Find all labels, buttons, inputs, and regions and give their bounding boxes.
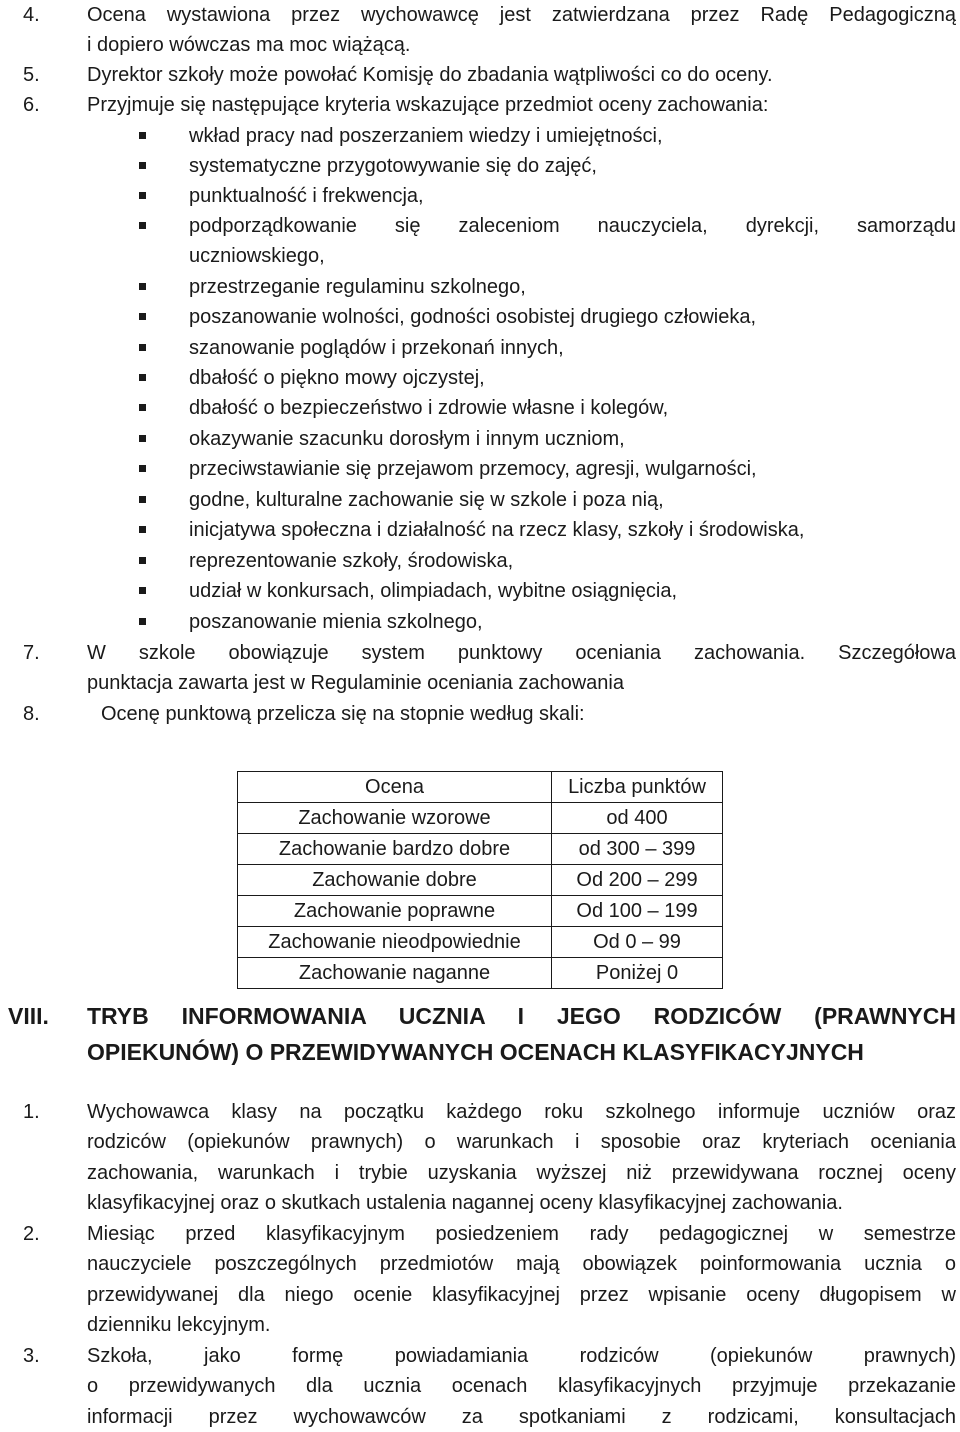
item-text-line: zachowania, warunkach i trybie uzyskania wyższej niż przewidywana rocznej oceny	[87, 1162, 956, 1184]
list-item: poszanowanie mienia szkolnego,	[0, 607, 960, 637]
square-bullet-icon	[139, 496, 146, 503]
table-cell: od 300 – 399	[552, 834, 723, 865]
list-item: systematyczne przygotowywanie się do zajęć,	[0, 151, 960, 181]
grade-points-table	[237, 771, 723, 989]
square-bullet-icon	[139, 222, 146, 229]
table-header-cell: Ocena	[238, 772, 552, 803]
item-text-line: Ocenę punktową przelicza się na stopnie według skali:	[101, 703, 585, 725]
table-cell: Zachowanie poprawne	[238, 896, 552, 927]
table-cell: Od 0 – 99	[552, 927, 723, 958]
item-text-line: i dopiero wówczas ma moc wiążącą.	[87, 34, 411, 56]
table-cell: Zachowanie nieodpowiednie	[238, 927, 552, 958]
list-item: dbałość o piękno mowy ojczystej,	[0, 363, 960, 393]
square-bullet-icon	[139, 618, 146, 625]
table-cell: Zachowanie wzorowe	[238, 803, 552, 834]
item-text-line: Miesiąc przed klasyfikacyjnym posiedzeniem rady pedagogicznej w semestrze	[87, 1223, 956, 1245]
table-row	[238, 927, 723, 958]
item-text-line: Dyrektor szkoły może powołać Komisję do zbadania wątpliwości co do oceny.	[87, 64, 773, 86]
square-bullet-icon	[139, 465, 146, 472]
list-item: szanowanie poglądów i przekonań innych,	[0, 333, 960, 363]
item-text-line: nauczyciele poszczególnych przedmiotów mają obowiązek poinformowania ucznia o	[87, 1253, 956, 1275]
item-text-line: Przyjmuje się następujące kryteria wskazujące przedmiot oceny zachowania:	[87, 94, 769, 116]
item-text-line: dzienniku lekcyjnym.	[87, 1314, 271, 1336]
item-text-line: punktacja zawarta jest w Regulaminie oceniania zachowania	[87, 672, 624, 694]
square-bullet-icon	[139, 526, 146, 533]
list-item: poszanowanie wolności, godności osobistej drugiego człowieka,	[0, 302, 960, 332]
list-item: reprezentowanie szkoły, środowiska,	[0, 546, 960, 576]
item-text-line: przewidywanej dla niego ocenie klasyfikacyjnej przez wpisanie oceny długopisem w	[87, 1284, 956, 1306]
square-bullet-icon	[139, 404, 146, 411]
table-row	[238, 896, 723, 927]
square-bullet-icon	[139, 192, 146, 199]
square-bullet-icon	[139, 435, 146, 442]
list-item-continuation: uczniowskiego,	[189, 245, 325, 267]
table-cell: Zachowanie dobre	[238, 865, 552, 896]
item-number: 7.	[23, 642, 40, 664]
item-number: 4.	[23, 4, 40, 26]
list-item: godne, kulturalne zachowanie się w szkole i poza nią,	[0, 485, 960, 515]
item-text-line: klasyfikacyjnej oraz o skutkach ustalenia nagannej oceny klasyfikacyjnej zachowania.	[87, 1192, 843, 1214]
square-bullet-icon	[139, 557, 146, 564]
section-number: VIII.	[8, 1003, 49, 1029]
item-text-line: rodziców (opiekunów prawnych) o warunkach i sposobie oraz kryteriach oceniania	[87, 1131, 956, 1153]
list-item: dbałość o bezpieczeństwo i zdrowie własne i kolegów,	[0, 393, 960, 423]
table-row	[238, 803, 723, 834]
table-row	[238, 834, 723, 865]
item-number: 2.	[23, 1223, 40, 1245]
list-item: przestrzeganie regulaminu szkolnego,	[0, 272, 960, 302]
square-bullet-icon	[139, 587, 146, 594]
square-bullet-icon	[139, 162, 146, 169]
item-text-line: informacji przez wychowawców za spotkaniami z rodzicami, konsultacjach	[87, 1406, 956, 1428]
item-number: 5.	[23, 64, 40, 86]
item-number: 1.	[23, 1101, 40, 1123]
list-item: wkład pracy nad poszerzaniem wiedzy i umiejętności,	[0, 121, 960, 151]
item-text-line: Ocena wystawiona przez wychowawcę jest zatwierdzana przez Radę Pedagogiczną	[87, 4, 956, 26]
list-item: udział w konkursach, olimpiadach, wybitne osiągnięcia,	[0, 576, 960, 606]
item-text-line: Wychowawca klasy na początku każdego roku szkolnego informuje uczniów oraz	[87, 1101, 956, 1123]
list-item: okazywanie szacunku dorosłym i innym uczniom,	[0, 424, 960, 454]
square-bullet-icon	[139, 283, 146, 290]
table-row	[238, 958, 723, 989]
item-number: 6.	[23, 94, 40, 116]
table-header-cell: Liczba punktów	[552, 772, 723, 803]
square-bullet-icon	[139, 374, 146, 381]
item-text-line: Szkoła, jako formę powiadamiania rodziców (opiekunów prawnych)	[87, 1345, 956, 1367]
list-item: inicjatywa społeczna i działalność na rzecz klasy, szkoły i środowiska,	[0, 515, 960, 545]
item-text-line: W szkole obowiązuje system punktowy oceniania zachowania. Szczegółowa	[87, 642, 956, 664]
table-cell: Zachowanie naganne	[238, 958, 552, 989]
table-cell: Poniżej 0	[552, 958, 723, 989]
list-item: punktualność i frekwencja,	[0, 181, 960, 211]
table-cell: Zachowanie bardzo dobre	[238, 834, 552, 865]
square-bullet-icon	[139, 313, 146, 320]
square-bullet-icon	[139, 132, 146, 139]
item-number: 8.	[23, 703, 40, 725]
square-bullet-icon	[139, 344, 146, 351]
item-text-line: o przewidywanych dla ucznia ocenach klasyfikacyjnych przyjmuje przekazanie	[87, 1375, 956, 1397]
list-item: przeciwstawianie się przejawom przemocy, agresji, wulgarności,	[0, 454, 960, 484]
item-number: 3.	[23, 1345, 40, 1367]
list-item: podporządkowanie się zaleceniom nauczyciela, dyrekcji, samorządu	[0, 211, 960, 241]
table-cell: od 400	[552, 803, 723, 834]
table-cell: Od 200 – 299	[552, 865, 723, 896]
table-cell: Od 100 – 199	[552, 896, 723, 927]
table-row	[238, 865, 723, 896]
table-header-row	[238, 772, 723, 803]
section-heading-line: TRYB INFORMOWANIA UCZNIA I JEGO RODZICÓW (PRAWNYCH	[87, 1003, 956, 1029]
section-heading-line: OPIEKUNÓW) O PRZEWIDYWANYCH OCENACH KLASYFIKACYJNYCH	[87, 1039, 864, 1065]
